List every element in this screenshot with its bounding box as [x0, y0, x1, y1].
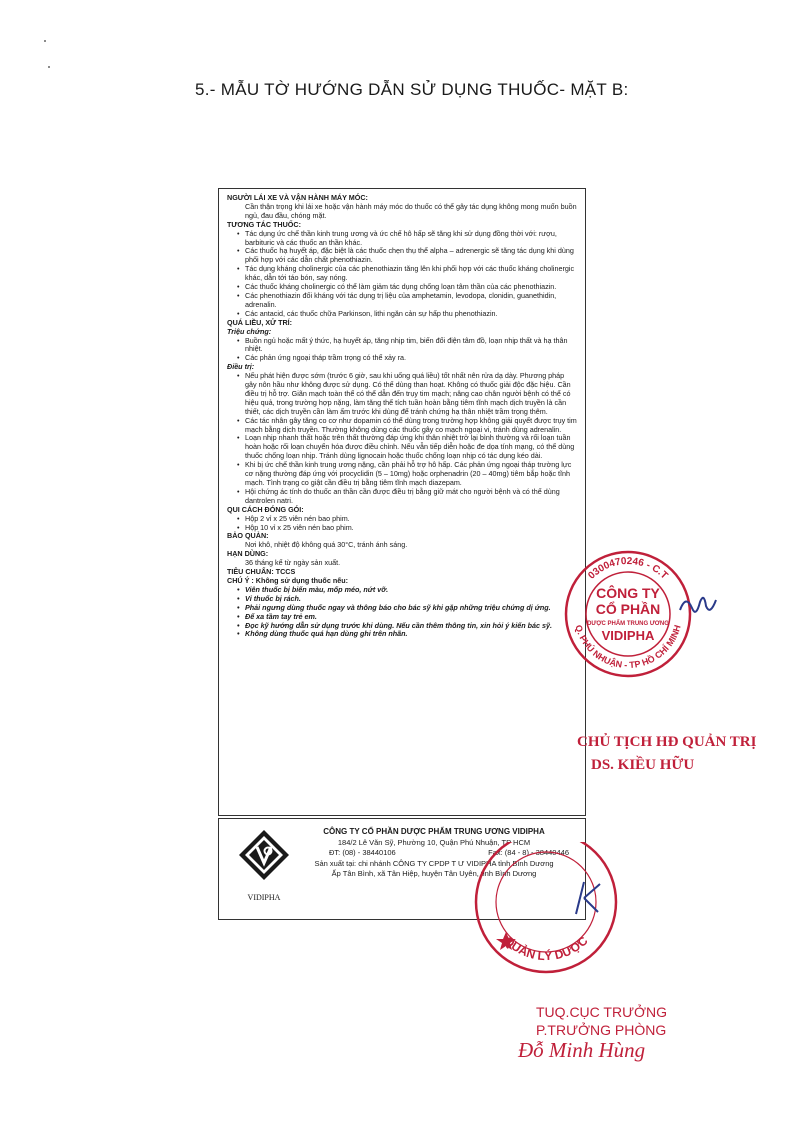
- section-heading: QUÁ LIỀU, XỬ TRÍ:: [227, 317, 293, 327]
- list-item: • Các thuốc hạ huyết áp, đặc biệt là các thuốc chẹn thụ thể alpha – adrenergic sẽ tăng tác dụng khi dùng phối hợp với các dẫn chất phenothiazin.: [237, 247, 577, 265]
- section-heading: NGƯỜI LÁI XE VÀ VẬN HÀNH MÁY MÓC:: [227, 193, 368, 202]
- chairman-name: DS. KIỀU HỮU: [591, 757, 695, 773]
- bureau-stamp-text: QUẢN LÝ DƯỢC: [501, 933, 591, 964]
- company-branch-address: Ấp Tân Bình, xã Tân Hiệp, huyện Tân Uyên, tỉnh Bình Dương: [331, 869, 537, 878]
- symptom-list: [227, 337, 577, 364]
- list-item: • Các thuốc kháng cholinergic có thể làm giảm tác dụng chống loạn tâm thần của các phenothiazin.: [237, 283, 577, 292]
- stamp-line-2: CỔ PHẦN: [595, 601, 661, 617]
- page-title: 5.- MẪU TỜ HƯỚNG DẪN SỬ DỤNG THUỐC- MẶT B:: [195, 80, 629, 99]
- company-stamp: [562, 548, 694, 680]
- stamp-bottom-text: Q. PHÚ NHUẬN - TP HỒ CHÍ MINH: [573, 623, 683, 671]
- list-item: • Phải ngưng dùng thuốc ngay và thông báo cho bác sỹ khi gặp những triệu chứng dị ứng.: [237, 604, 577, 613]
- section-heading: TƯƠNG TÁC THUỐC:: [227, 219, 301, 229]
- packaging-list: [227, 515, 577, 533]
- svg-text:QUẢN LÝ DƯỢC: [501, 933, 590, 963]
- notes-list: [227, 586, 577, 639]
- company-name: CÔNG TY CỔ PHẦN DƯỢC PHẨM TRUNG ƯƠNG VIDIPHA: [323, 827, 545, 836]
- bureau-title-1: TUQ.CỤC TRƯỞNG: [536, 1004, 668, 1020]
- list-item: • Vỉ thuốc bị rách.: [237, 595, 577, 604]
- company-branch: Sản xuất tại: chi nhánh CÔNG TY CPDP T Ư VIDIPHA tỉnh Bình Dương: [314, 858, 554, 868]
- section-heading: HẠN DÙNG:: [227, 549, 269, 559]
- stamp-line-1: CÔNG TY: [596, 585, 660, 601]
- list-item: • Viên thuốc bị biến màu, mốp méo, nứt vỡ.: [237, 586, 577, 595]
- chairman-signature-icon: [676, 590, 720, 622]
- list-item: • Khi bị ức chế thần kinh trung ương nặng, cần phải hỗ trợ hô hấp. Các phản ứng ngoại tháp trường lực cơ nặng thường đáp ứng với procyclidin (5 – 10mg) hoặc orphenadrin (20 – 40mg) tiêm bắp hoặc tĩnh mạch. Tình trạng co giật cần điều trị bằng tiêm tĩnh mạch diazepam.: [237, 461, 577, 488]
- paragraph: Nơi khô, nhiệt độ không quá 30°C, tránh ánh sáng.: [245, 540, 408, 550]
- stamp-top-text: 0300470246 - C.T: [586, 555, 670, 582]
- bureau-title-2: P.TRƯỞNG PHÒNG: [536, 1022, 667, 1038]
- section-heading: BẢO QUẢN:: [227, 531, 269, 541]
- list-item: • Để xa tầm tay trẻ em.: [237, 613, 577, 622]
- interaction-list: [227, 230, 577, 319]
- subsection-heading: Điều trị:: [227, 362, 255, 372]
- logo-name: VIDIPHA: [247, 893, 281, 902]
- section-heading: CHÚ Ý : Không sử dụng thuốc nếu:: [227, 575, 348, 585]
- paragraph: 36 tháng kể từ ngày sản xuất.: [245, 558, 341, 568]
- list-item: • Hộp 10 vỉ x 25 viên nén bao phim.: [237, 524, 577, 533]
- list-item: • Tác dụng kháng cholinergic của các phenothiazin tăng lên khi phối hợp với các thuốc kháng cholinergic khác, dẫn tới táo bón, say nóng.: [237, 265, 577, 283]
- company-address: 184/2 Lê Văn Sỹ, Phường 10, Quận Phú Nhuận, TP HCM: [337, 837, 531, 847]
- list-item: • Hộp 2 vỉ x 25 viên nén bao phim.: [237, 515, 577, 524]
- subsection-heading: Triệu chứng:: [227, 326, 272, 336]
- list-item: • Hội chứng ác tính do thuốc an thần cần được điều trị bằng giữ mát cho người bệnh và có thể dùng dantrolen natri.: [237, 488, 577, 506]
- list-item: • Các antacid, các thuốc chữa Parkinson, lithi ngăn cản sự hấp thu phenothiazin.: [237, 310, 577, 319]
- company-phone: ĐT: (08) - 38440106: [329, 848, 396, 857]
- leaflet-panel: [218, 188, 586, 816]
- scan-speck: [44, 40, 46, 42]
- stamp-line-4: VIDIPHA: [601, 628, 655, 643]
- list-item: • Các tác nhân gây tăng co cơ như dopamin có thể dùng trong trường hợp không giải quyết được trụy tim mạch bằng dịch truyền. Thường không dùng các thuốc gây co mạch ngoại vi, tránh dùng adrenalin.: [237, 417, 577, 435]
- list-item: • Loạn nhịp nhanh thất hoặc trên thất thường đáp ứng khi thân nhiệt trở lại bình thường và rối loạn tuần hoàn hoặc rối loạn chuyển hóa được điều chỉnh. Nếu vẫn tiếp diễn hoặc đe dọa tính mạng, có thể dùng thuốc chống loạn nhịp. Tránh dùng lignocain hoặc thuốc chống loạn nhịp có tác dụng kéo dài.: [237, 434, 577, 461]
- list-item: • Nếu phát hiện được sớm (trước 6 giờ, sau khi uống quá liều) tốt nhất nên rửa dạ dày. Phương pháp gây nôn hầu như không được sử dụng. Có thể dùng than hoạt. Không có thuốc giải độc đặc hiệu. Cần điều trị hỗ trợ. Giãn mạch toàn thể có thể dẫn đến trụy tim mạch; nâng cao chân người bệnh có thể có hiệu quả, trong trường hợp nặng, làm tăng thể tích tuần hoàn bằng tiêm tĩnh mạch dịch truyền là cần thiết, các dịch truyền cần làm ấm trước khi dùng để tránh chứng hạ thân nhiệt trầm trọng thêm.: [237, 372, 577, 417]
- list-item: • Các phản ứng ngoại tháp trầm trọng có thể xảy ra.: [237, 354, 577, 363]
- section-heading: QUI CÁCH ĐÓNG GÓI:: [227, 504, 304, 514]
- paragraph: Cần thận trọng khi lái xe hoặc vận hành máy móc do thuốc có thể gây tác dụng không mong muốn buồn ngủ, đau đầu, chóng mặt.: [245, 201, 577, 220]
- list-item: • Đọc kỹ hướng dẫn sử dụng trước khi dùng. Nếu cần thêm thông tin, xin hỏi ý kiến bác sỹ.: [237, 622, 577, 631]
- scan-speck: [48, 66, 50, 68]
- treatment-list: [227, 372, 577, 506]
- list-item: • Các phenothiazin đối kháng với tác dụng trị liệu của amphetamin, levodopa, clonidin, guanethidin, adrenalin.: [237, 292, 577, 310]
- list-item: • Tác dụng ức chế thần kinh trung ương và ức chế hô hấp sẽ tăng khi sử dụng đồng thời với: rượu, barbituric và các thuốc an thần khác.: [237, 230, 577, 248]
- company-fax: Fax: (84 - 8) - 38440446: [488, 848, 569, 857]
- bureau-signature-icon: [570, 878, 604, 918]
- chairman-title: CHỦ TỊCH HĐ QUẢN TRỊ: [577, 734, 757, 750]
- list-item: • Buồn ngủ hoặc mất ý thức, hạ huyết áp, tăng nhịp tim, biến đổi điện tâm đồ, loạn nhịp thất và hạ thân nhiệt.: [237, 337, 577, 355]
- list-item: • Không dùng thuốc quá hạn dùng ghi trên nhãn.: [237, 630, 577, 639]
- stamp-line-3: DƯỢC PHẨM TRUNG ƯƠNG: [587, 621, 669, 627]
- section-heading: TIÊU CHUẨN: TCCS: [227, 567, 296, 577]
- logo-diamond-icon: [238, 829, 290, 881]
- bureau-signature-name: Đỗ Minh Hùng: [518, 1038, 646, 1062]
